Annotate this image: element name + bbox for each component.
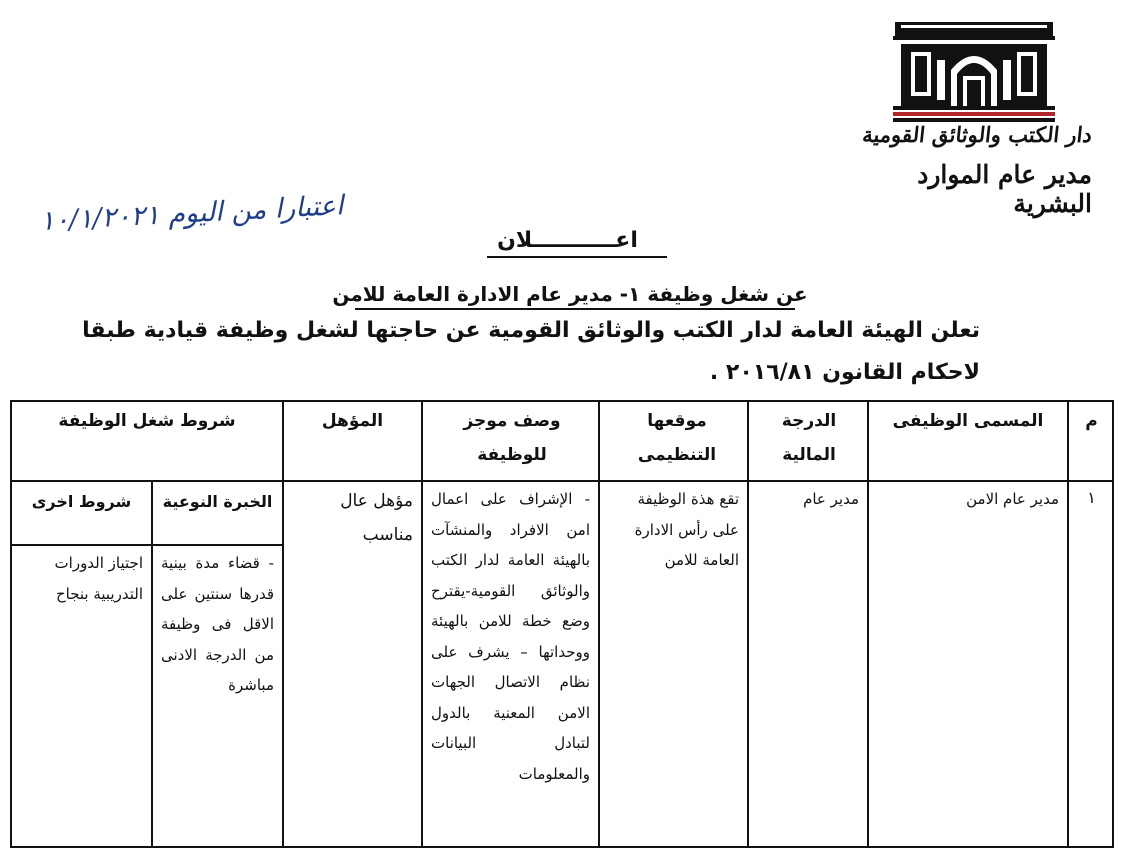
header-other-conditions: شروط اخرى xyxy=(31,492,132,511)
subheader-divider xyxy=(12,544,284,546)
header-num: م xyxy=(1085,411,1098,431)
department-name: مدير عام الموارد البشرية xyxy=(917,160,1092,218)
row-description: - الإشراف على اعمال امن الافراد والمنشآت بالهيئة العامة لدار الكتب والوثائق القومية-يقترح وضع خطة للامن بالهيئة ووحداتها – يشرف على نظام الاتصال الجهات الامن المعنية بالدول لتبادل البيانات والمعلومات xyxy=(431,490,590,783)
organization-name: دار الكتب والوثائق القومية xyxy=(861,122,1094,147)
handwritten-note: اعتبارا من اليوم ١٠/١/٢٠٢١ xyxy=(39,190,345,237)
subtitle-underline xyxy=(355,308,795,310)
header-grade: الدرجة المالية xyxy=(781,411,837,465)
row-qualification: مؤهل عال مناسب xyxy=(340,491,413,545)
column-divider xyxy=(282,402,284,846)
row-location: تقع هذة الوظيفة على رأس الادارة العامة للامن xyxy=(634,490,739,569)
column-divider xyxy=(598,402,600,846)
intro-text-line2: لاحكام القانون ٢٠١٦/٨١ . xyxy=(709,360,980,385)
header-experience: الخبرة النوعية xyxy=(162,492,273,511)
row-job-title: مدير عام الامن xyxy=(966,490,1059,508)
header-qualification: المؤهل xyxy=(321,411,384,431)
announcement-title: اعـــــــــــلان xyxy=(497,228,638,253)
row-other-conditions: اجتياز الدورات التدريبية بنجاح xyxy=(54,554,143,603)
intro-text-line1: تعلن الهيئة العامة لدار الكتب والوثائق القومية عن حاجتها لشغل وظيفة قيادية طبقا xyxy=(82,318,980,343)
announcement-subtitle: عن شغل وظيفة ١- مدير عام الادارة العامة للامن xyxy=(332,282,808,306)
header-location: موقعها التنظيمى xyxy=(637,411,717,465)
row-experience: - قضاء مدة بينية قدرها سنتين على الاقل فى وظيفة من الدرجة الادنى مباشرة xyxy=(161,554,274,694)
column-divider xyxy=(1067,402,1069,846)
column-divider xyxy=(867,402,869,846)
job-table xyxy=(10,400,1114,848)
row-grade: مدير عام xyxy=(803,490,859,508)
title-underline xyxy=(487,256,667,258)
header-conditions: شروط شغل الوظيفة xyxy=(58,411,236,431)
organization-logo xyxy=(893,20,1055,125)
row-num: ١ xyxy=(1087,488,1096,507)
column-divider xyxy=(747,402,749,846)
header-row-divider xyxy=(12,480,1112,482)
header-description: وصف موجز للوظيفة xyxy=(463,411,561,465)
header-job-title: المسمى الوظيفى xyxy=(892,411,1044,431)
